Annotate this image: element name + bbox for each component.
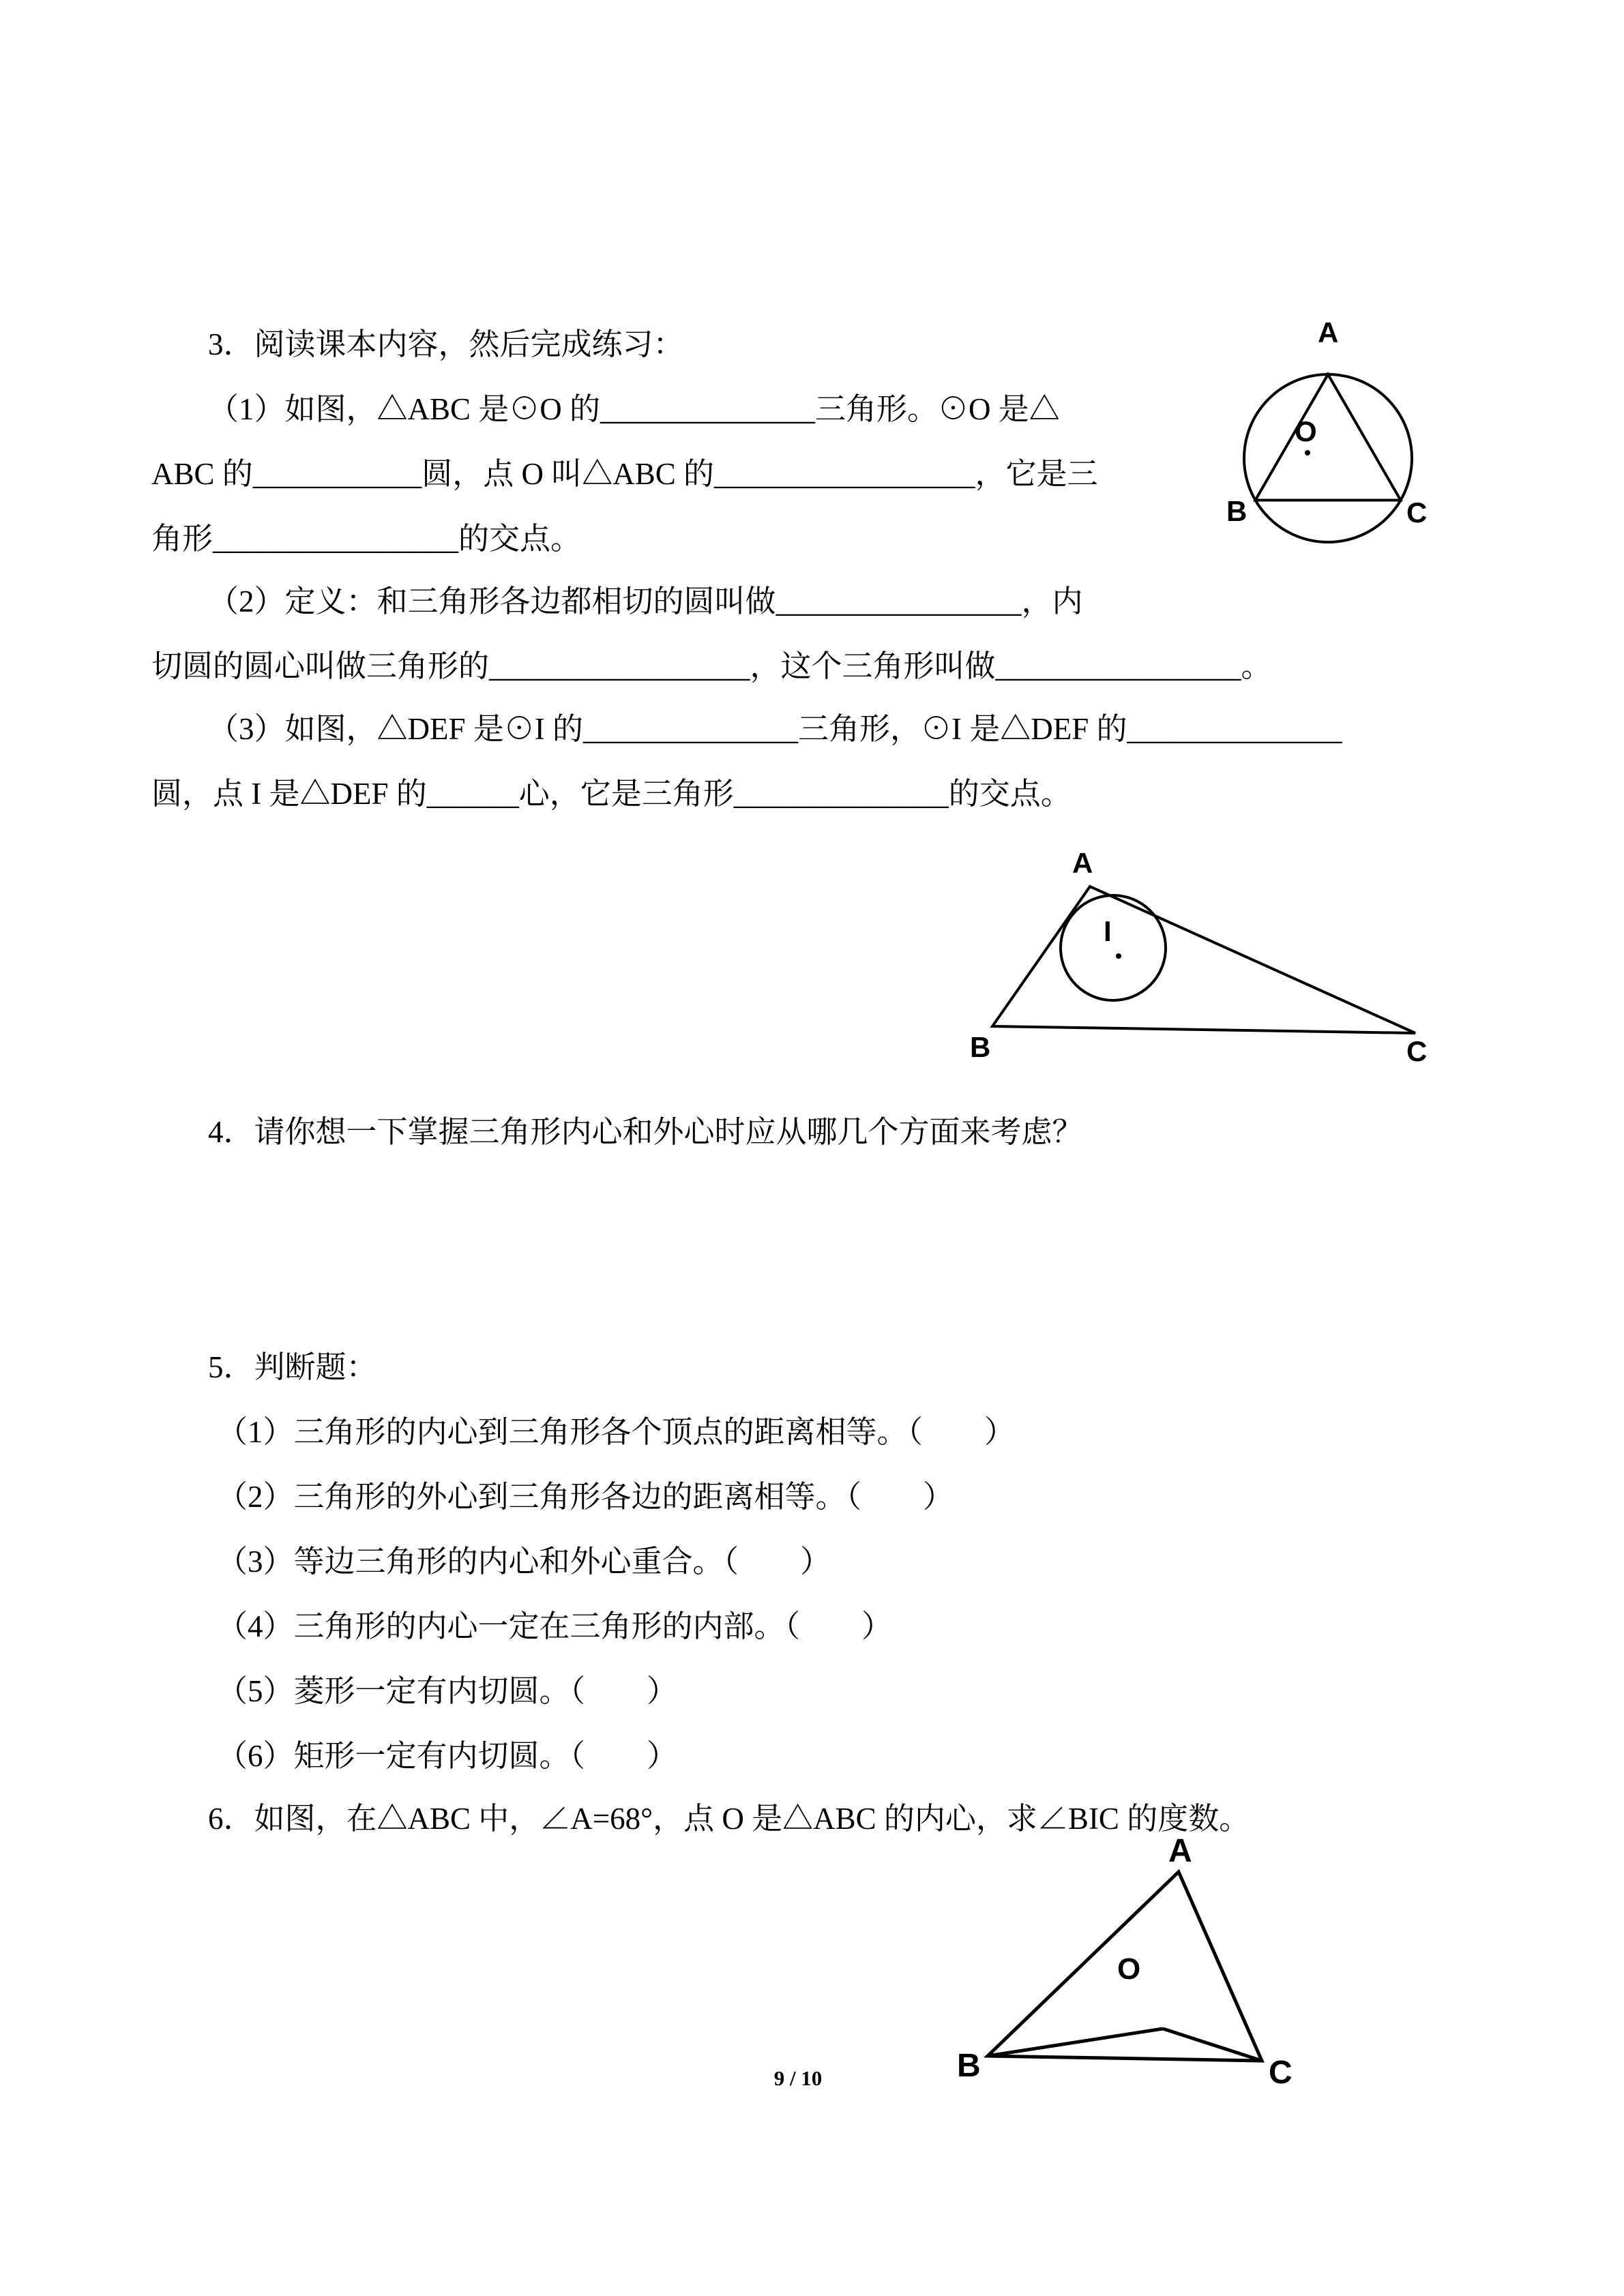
incircle-drawing xyxy=(955,846,1432,1071)
q3-2-line1: （2）定义：和三角形各边都相切的圆叫做________________，内 xyxy=(208,584,1083,618)
center-point-o xyxy=(1305,450,1310,456)
vertex-label-a: A xyxy=(1072,847,1093,879)
q5-item-1: （1）三角形的内心到三角形各个顶点的距离相等。（ ） xyxy=(217,1415,1016,1449)
center-label-o: O xyxy=(1295,415,1317,447)
figure-circumscribed-circle xyxy=(1221,315,1453,557)
q5-item-5: （5）菱形一定有内切圆。（ ） xyxy=(217,1674,678,1708)
vertex-label-b: B xyxy=(1226,495,1247,527)
q3-1-line1: （1）如图，△ABC 是⊙O 的______________三角形。⊙O 是△ xyxy=(208,392,1060,426)
circumcircle-circle xyxy=(1244,374,1412,542)
q6-text: 6．如图，在△ABC 中，∠A=68°，点 O 是△ABC 的内心，求∠BIC 的度数。 xyxy=(208,1802,1250,1836)
center-label-o: O xyxy=(1117,1952,1141,1986)
q5-item-3: （3）等边三角形的内心和外心重合。（ ） xyxy=(217,1545,831,1579)
vertex-label-b: B xyxy=(970,1031,991,1063)
q3-1-line2: ABC 的___________圆，点 O 叫△ABC 的_________________，它是三 xyxy=(151,457,1098,491)
q5-item-2: （2）三角形的外心到三角形各边的距离相等。（ ） xyxy=(217,1480,954,1514)
vertex-label-c: C xyxy=(1406,496,1428,528)
q3-2-line2: 切圆的圆心叫做三角形的_________________，这个三角形叫做________________。 xyxy=(151,649,1272,683)
figure-inscribed-circle xyxy=(955,846,1432,1074)
q3-3-line1: （3）如图，△DEF 是⊙I 的______________三角形，⊙I 是△DEF 的______________ xyxy=(208,712,1342,746)
q3-title: 3．阅读课本内容，然后完成练习： xyxy=(208,327,684,361)
q5-title: 5．判断题： xyxy=(208,1350,377,1384)
incircle-circle xyxy=(1061,895,1166,1000)
vertex-label-a: A xyxy=(1168,1834,1192,1869)
circumcircle-drawing xyxy=(1221,315,1453,554)
center-point-i xyxy=(1116,953,1121,959)
q3-3-line2: 圆，点 I 是△DEF 的______心，它是三角形______________的交点。 xyxy=(151,777,1072,811)
q4-text: 4．请你想一下掌握三角形内心和外心时应从哪几个方面来考虑？ xyxy=(208,1115,1083,1149)
vertex-label-c: C xyxy=(1269,2055,1293,2091)
q5-item-4: （4）三角形的内心一定在三角形的内部。（ ） xyxy=(217,1609,893,1643)
vertex-label-b: B xyxy=(957,2048,981,2084)
vertex-label-c: C xyxy=(1406,1035,1428,1067)
incircle-triangle xyxy=(992,886,1415,1033)
q5-item-6: （6）矩形一定有内切圆。（ ） xyxy=(217,1739,678,1773)
segment-c-incenter xyxy=(1163,2029,1262,2061)
vertex-label-a: A xyxy=(1318,316,1339,348)
page-number: 9 / 10 xyxy=(773,2066,823,2090)
q3-1-line3: 角形________________的交点。 xyxy=(151,522,582,556)
center-label-i: I xyxy=(1104,915,1112,947)
